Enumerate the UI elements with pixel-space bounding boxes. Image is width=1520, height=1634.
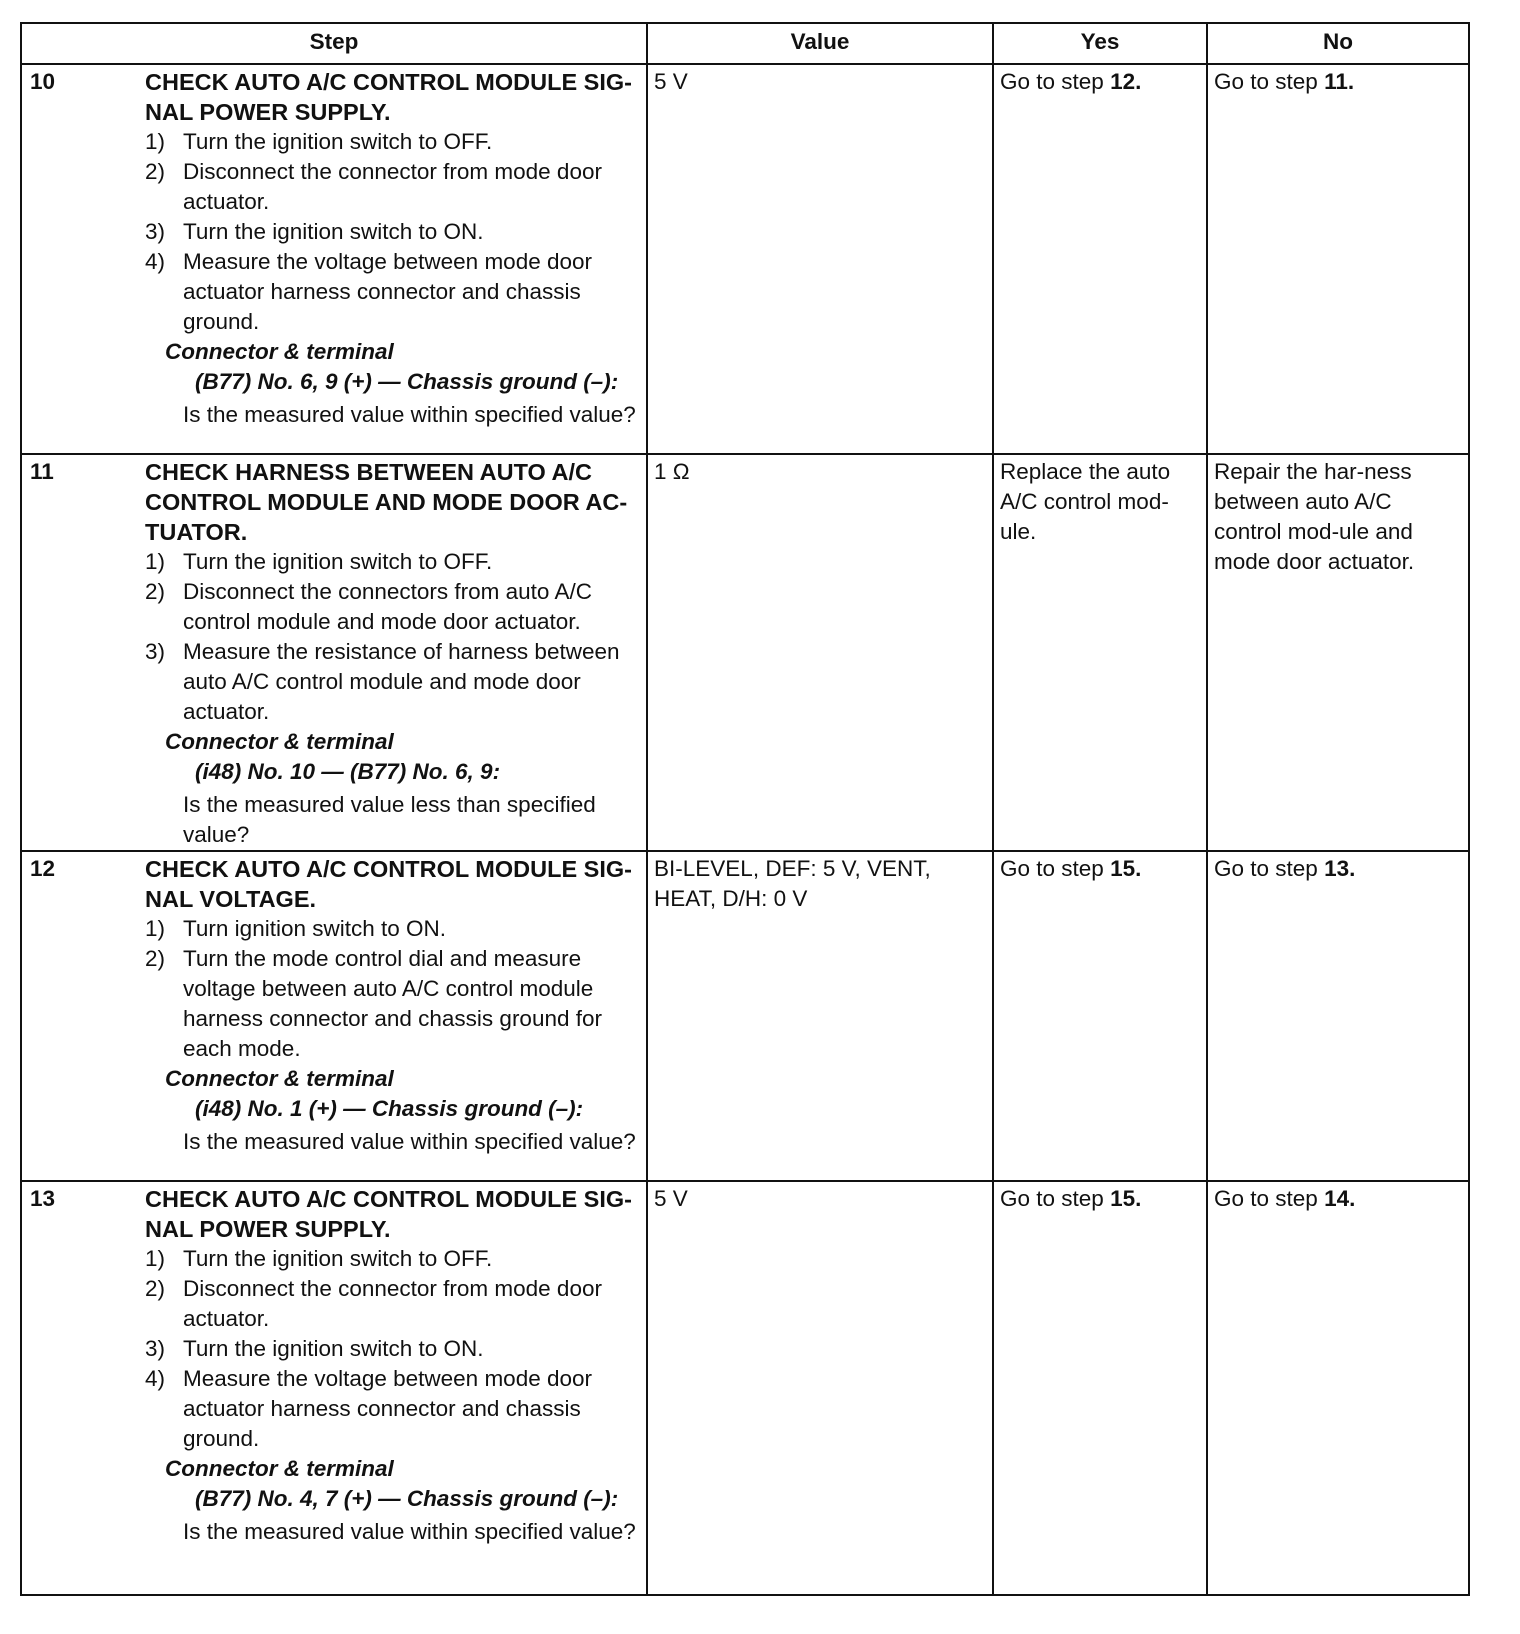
connector-spec: (i48) No. 1 (+) — Chassis ground (–): [195,1096,584,1121]
yes-prefix: Go to step [1000,856,1111,881]
procedure-number: 2) [145,159,166,184]
step-title: CHECK AUTO A/C CONTROL MODULE SIG-NAL POWER SUPPLY. [145,1186,632,1242]
yes-cell [993,454,1207,851]
procedure-number: 1) [145,1246,166,1271]
procedure-item [145,127,640,157]
step-title: CHECK AUTO A/C CONTROL MODULE SIG-NAL VOLTAGE. [145,856,632,912]
step-number: 12 [21,851,141,1181]
procedure-text: Turn the ignition switch to ON. [183,219,484,244]
step-number: 10 [21,64,141,454]
header-value: Value [647,23,993,64]
no-cell [1207,1181,1469,1595]
procedure-item [145,577,640,637]
procedure-list [145,127,640,337]
procedure-list [145,547,640,727]
no-step: 11. [1324,69,1355,94]
step-number: 13 [21,1181,141,1595]
table-row [21,1181,1469,1595]
table-row [21,851,1469,1181]
procedure-text: Turn the ignition switch to ON. [183,1336,484,1361]
procedure-item [145,1334,640,1364]
connector-label: Connector & terminal [165,339,394,364]
procedure-text: Turn the ignition switch to OFF. [183,549,493,574]
value-cell: 1 Ω [647,454,993,851]
procedure-text: Measure the voltage between mode door actuator harness connector and chassis ground. [183,249,593,334]
connector-label: Connector & terminal [165,1456,394,1481]
procedure-item [145,547,640,577]
header-row [21,23,1469,64]
procedure-item [145,157,640,217]
procedure-text: Measure the resistance of harness between auto A/C control module and mode door actuator. [183,639,620,724]
value-cell: BI-LEVEL, DEF: 5 V, VENT, HEAT, D/H: 0 V [647,851,993,1181]
connector-spec: (B77) No. 6, 9 (+) — Chassis ground (–): [195,369,619,394]
procedure-number: 3) [145,639,166,664]
no-cell [1207,454,1469,851]
header-yes: Yes [993,23,1207,64]
diagnostic-table [20,22,1470,1596]
procedure-number: 1) [145,916,166,941]
procedure-item [145,637,640,727]
yes-step: 15. [1110,856,1142,881]
procedure-list [145,914,640,1064]
no-prefix: Go to step [1214,1186,1325,1211]
yes-step: 12. [1110,69,1142,94]
header-step: Step [21,23,647,64]
step-title: CHECK AUTO A/C CONTROL MODULE SIG-NAL POWER SUPPLY. [145,69,632,125]
yes-step: 15. [1110,1186,1142,1211]
procedure-text: Turn ignition switch to ON. [183,916,447,941]
procedure-text: Measure the voltage between mode door actuator harness connector and chassis ground. [183,1366,593,1451]
value-cell: 5 V [647,64,993,454]
step-title: CHECK HARNESS BETWEEN AUTO A/C CONTROL MODULE AND MODE DOOR AC-TUATOR. [145,459,628,545]
step-number: 11 [21,454,141,851]
no-cell [1207,64,1469,454]
procedure-text: Turn the mode control dial and measure voltage between auto A/C control module harness connector and chassis ground for each mode. [183,946,602,1061]
no-prefix: Go to step [1214,856,1325,881]
procedure-number: 3) [145,219,166,244]
table-row [21,454,1469,851]
procedure-number: 4) [145,249,166,274]
step-question: Is the measured value less than specified value? [183,792,596,847]
connector-spec: (i48) No. 10 — (B77) No. 6, 9: [195,759,501,784]
connector-spec: (B77) No. 4, 7 (+) — Chassis ground (–): [195,1486,619,1511]
yes-cell [993,851,1207,1181]
yes-prefix: Go to step [1000,69,1111,94]
procedure-list [145,1244,640,1454]
step-question: Is the measured value within specified value? [183,1129,636,1154]
table-row [21,64,1469,454]
procedure-text: Disconnect the connector from mode door actuator. [183,159,602,214]
value-cell: 5 V [647,1181,993,1595]
yes-text: Replace the auto A/C control mod-ule. [1000,459,1171,544]
procedure-number: 4) [145,1366,166,1391]
procedure-number: 2) [145,579,166,604]
procedure-item [145,944,640,1064]
procedure-item [145,1244,640,1274]
yes-prefix: Go to step [1000,1186,1111,1211]
procedure-item [145,217,640,247]
no-prefix: Go to step [1214,69,1325,94]
yes-cell [993,1181,1207,1595]
connector-label: Connector & terminal [165,729,394,754]
step-cell [141,64,647,454]
procedure-item [145,1364,640,1454]
procedure-text: Disconnect the connector from mode door actuator. [183,1276,602,1331]
no-cell [1207,851,1469,1181]
yes-cell [993,64,1207,454]
procedure-text: Turn the ignition switch to OFF. [183,1246,493,1271]
procedure-number: 2) [145,1276,166,1301]
no-text: Repair the har-ness between auto A/C control mod-ule and mode door actuator. [1214,459,1415,574]
connector-label: Connector & terminal [165,1066,394,1091]
procedure-number: 1) [145,549,166,574]
procedure-item [145,247,640,337]
no-step: 14. [1324,1186,1356,1211]
procedure-item [145,914,640,944]
header-no: No [1207,23,1469,64]
step-cell [141,851,647,1181]
step-question: Is the measured value within specified value? [183,402,636,427]
procedure-text: Turn the ignition switch to OFF. [183,129,493,154]
procedure-text: Disconnect the connectors from auto A/C control module and mode door actuator. [183,579,592,634]
procedure-number: 3) [145,1336,166,1361]
procedure-number: 2) [145,946,166,971]
step-cell [141,454,647,851]
procedure-number: 1) [145,129,166,154]
step-question: Is the measured value within specified value? [183,1519,636,1544]
step-cell [141,1181,647,1595]
procedure-item [145,1274,640,1334]
no-step: 13. [1324,856,1356,881]
